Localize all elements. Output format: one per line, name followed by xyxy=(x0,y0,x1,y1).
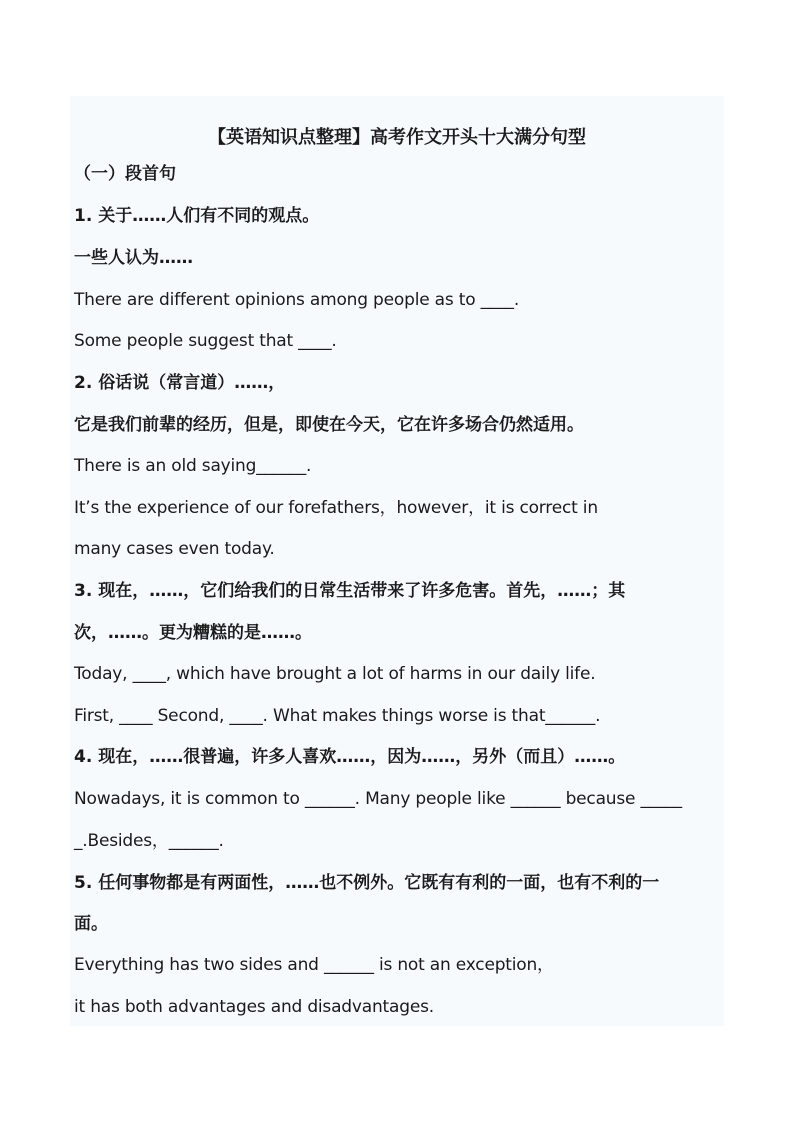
item-4-english-line-2: _.Besides，______. xyxy=(74,831,224,851)
item-3-chinese-line-2: 次，……。更为糟糕的是……。 xyxy=(74,623,312,643)
item-3-english-line-1: Today, ____, which have brought a lot of harms in our daily life. xyxy=(74,664,596,684)
item-5-chinese-line-2: 面。 xyxy=(74,914,108,934)
item-1-english-line-1: There are different opinions among people as to ____. xyxy=(74,290,520,310)
item-3-english-line-2: First, ____ Second, ____. What makes things worse is that______. xyxy=(74,706,601,726)
item-1-chinese-line-2: 一些人认为…… xyxy=(74,248,193,268)
item-2-english-line-1: There is an old saying______. xyxy=(74,456,312,476)
item-3-chinese-line-1: 3. 现在，……，它们给我们的日常生活带来了许多危害。首先，……；其 xyxy=(74,581,626,601)
item-5-chinese-line-1: 5. 任何事物都是有两面性，……也不例外。它既有有利的一面，也有不利的一 xyxy=(74,873,660,893)
item-2-english-line-3: many cases even today. xyxy=(74,539,275,559)
section-heading: （一）段首句 xyxy=(74,164,176,184)
item-2-english-line-2: It’s the experience of our forefathers，however，it is correct in xyxy=(74,498,598,518)
item-5-english-line-2: it has both advantages and disadvantages. xyxy=(74,997,434,1017)
item-1-chinese-line-1: 1. 关于……人们有不同的观点。 xyxy=(74,206,320,226)
item-4-english-line-1: Nowadays, it is common to ______. Many people like ______ because _____ xyxy=(74,789,682,809)
item-2-chinese-line-1: 2. 俗话说（常言道）……， xyxy=(74,373,286,393)
item-1-english-line-2: Some people suggest that ____. xyxy=(74,331,337,351)
item-5-english-line-1: Everything has two sides and ______ is not an exception， xyxy=(74,955,554,975)
item-2-chinese-line-2: 它是我们前辈的经历，但是，即使在今天，它在许多场合仍然适用。 xyxy=(74,415,584,435)
page-title: 【英语知识点整理】高考作文开头十大满分句型 xyxy=(208,127,586,148)
item-4-chinese-line-1: 4. 现在，……很普遍，许多人喜欢……，因为……，另外（而且）……。 xyxy=(74,747,626,767)
